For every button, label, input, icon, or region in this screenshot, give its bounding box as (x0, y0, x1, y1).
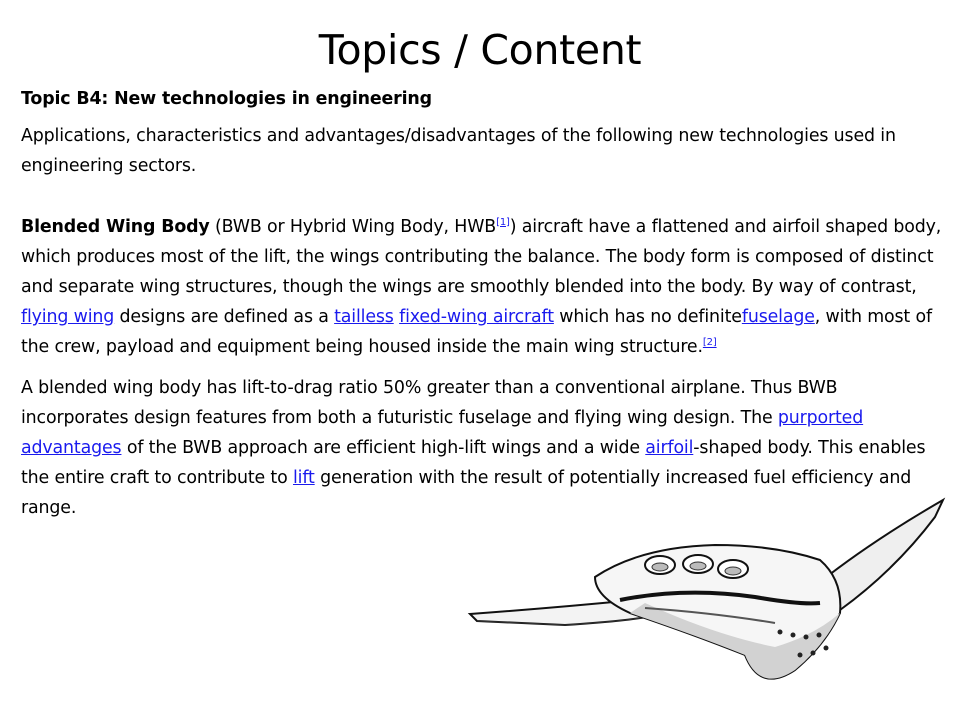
bwb-text-3: designs are defined as a (114, 307, 335, 328)
bwb-term: Blended Wing Body (21, 216, 210, 237)
topic-intro: Applications, characteristics and advantages/disadvantages of the following new technologies used in engineering sectors. (21, 126, 896, 177)
citation-link-2[interactable]: [2] (702, 337, 717, 349)
fuselage-link[interactable]: fuselage (741, 307, 815, 328)
blended-wing-body-aircraft-icon (415, 485, 960, 720)
tailless-link[interactable]: tailless (334, 307, 394, 328)
bwb-paragraph (21, 212, 949, 363)
airfoil-link[interactable]: airfoil (645, 438, 694, 459)
lift-link[interactable]: lift (292, 468, 315, 489)
topic-heading: Topic B4: New technologies in engineering (21, 89, 432, 109)
fixed-wing-aircraft-link[interactable]: fixed-wing aircraft (399, 307, 554, 328)
bwb-text-5: which has no definite (553, 307, 742, 328)
slide-title: Topics / Content (318, 26, 642, 74)
advantages-text-2: of the BWB approach are efficient high-lift wings and a wide (121, 438, 646, 459)
flying-wing-link[interactable]: flying wing (21, 307, 115, 328)
advantages-text-3: -shaped body. This enables the entire craft to contribute to (21, 438, 926, 489)
bwb-text-2: ) aircraft have a flattened and airfoil shaped body, which produces most of the lift, the wings contributing the balance. The body form is composed of distinct and separate wing structures, though the wings are smoothly blended into the body. By way of contrast, (21, 216, 942, 298)
slide-content (21, 84, 949, 524)
advantages-text-1: A blended wing body has lift-to-drag ratio 50% greater than a conventional airplane. Thus BWB incorporates design features from both a futuristic fuselage and flying wing design. The (21, 377, 838, 428)
bwb-text-1: (BWB or Hybrid Wing Body, HWB (209, 216, 497, 237)
citation-link-1[interactable]: [1] (496, 216, 510, 228)
advantages-text-4: generation with the result of potentially increased fuel efficiency and range. (21, 468, 912, 519)
purported-advantages-link[interactable]: purported advantages (21, 407, 864, 459)
bwb-text-6: , with most of the crew, payload and equipment being housed inside the main wing structure. (21, 307, 932, 358)
